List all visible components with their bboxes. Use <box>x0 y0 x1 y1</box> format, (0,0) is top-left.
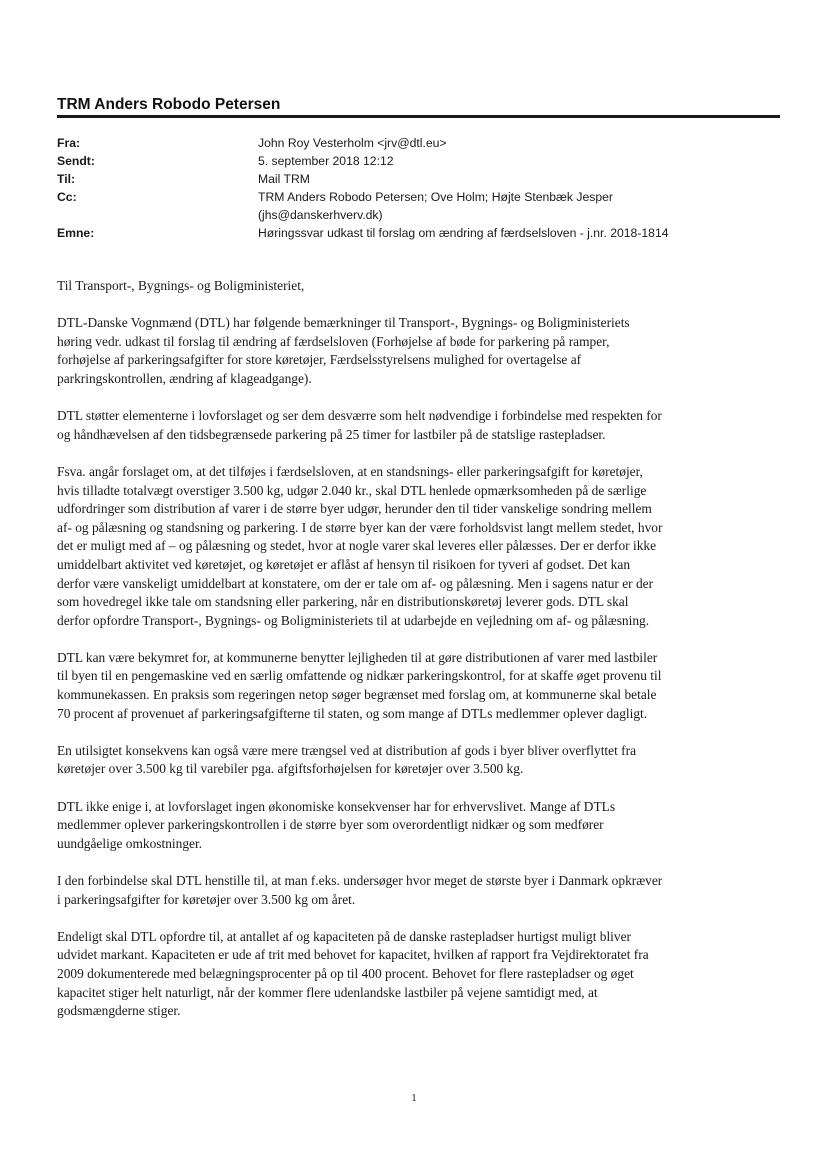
salutation: Til Transport-, Bygnings- og Boligministeriet, <box>57 278 305 293</box>
header-value: John Roy Vesterholm <jrv@dtl.eu> <box>258 136 447 150</box>
sender-name: TRM Anders Robodo Petersen <box>57 96 281 113</box>
body-paragraph: Endeligt skal DTL opfordre til, at antallet af og kapaciteten på de danske rastepladser hurtigst muligt bliver udvidet markant. Kapaciteten er ude af trit med behovet for kapacitet, hvilken af rapport fra Vejdirektoratet fra 2009 dokumenterede med belægningsprocenter på op til 400 procent. Behovet for flere rastepladser og øget kapacitet stiger helt naturligt, når der kommer flere udenlandske lastbiler på vejene samtidigt med, at godsmængderne stiger. <box>57 928 649 1019</box>
header-to <box>57 170 780 188</box>
header-sent <box>57 152 780 170</box>
page-number: 1 <box>411 1092 417 1104</box>
letter-body <box>57 277 780 1039</box>
header-cc <box>57 188 780 224</box>
email-headers <box>57 134 780 242</box>
header-value: Mail TRM <box>258 172 310 186</box>
body-paragraph: DTL støtter elementerne i lovforslaget og ser dem desværre som helt nødvendige i forbindelse med respekten for og håndhævelsen af den tidsbegrænsede parkering på 25 timer for lastbiler på de statslige rastepladser. <box>57 408 662 442</box>
body-paragraph: DTL kan være bekymret for, at kommunerne benytter lejligheden til at gøre distributionen af varer med lastbiler til byen til en pengemaskine ved en særlig omfattende og nidkær parkeringskontrol, for at skaffe øget provenu til kommunekassen. En praksis som regeringen netop søger begrænset med forslag om, at kommunerne skal betale 70 procent af provenuet af parkeringsafgifterne til staten, og som mange af DTLs medlemmer oplever dagligt. <box>57 649 662 721</box>
header-label: Emne: <box>57 226 95 240</box>
header-value: Høringssvar udkast til forslag om ændring af færdselsloven - j.nr. 2018-1814 <box>258 226 669 240</box>
header-label: Til: <box>57 172 76 186</box>
header-label: Sendt: <box>57 154 95 168</box>
header-label: Fra: <box>57 136 81 150</box>
body-paragraph: Fsva. angår forslaget om, at det tilføjes i færdselsloven, at en standsnings- eller parkeringsafgift for køretøjer, hvis tilladte totalvægt overstiger 3.500 kg, udgør 2.040 kr., skal DTL henlede opmærksomheden på de særlige udfordringer som distribution af varer i de større byer udgør, herunder den til tider vanskelige sondring mellem af- og pålæsning og standsning og parkering. I de større byer kan der være forholdsvist langt mellem stedet, hvor det er muligt med af – og pålæsning og stedet, hvor at nogle varer skal leveres eller pålæsses. Der er derfor ikke umiddelbart aktivitet ved køretøjet, og køretøjet er aflåst af hensyn til risikoen for tyveri af godset. Det kan derfor være vanskeligt umiddelbart at konstatere, om der er tale om af- og pålæsning. Men i sagens natur er der som hovedregel ikke tale om standsning eller parkering, når en distributionskøretøj leverer gods. DTL skal derfor opfordre Transport-, Bygnings- og Boligministeriets til at udarbejde en vejledning om af- og pålæsning. <box>57 463 663 628</box>
body-paragraph: DTL ikke enige i, at lovforslaget ingen økonomiske konsekvenser har for erhvervslivet. Mange af DTLs medlemmer oplever parkeringskontrollen i de større byer som overordentligt nidkær og som medfører uundgåelige omkostninger. <box>57 798 616 851</box>
header-subject <box>57 224 780 242</box>
header-value: 5. september 2018 12:12 <box>258 154 394 168</box>
header-label: Cc: <box>57 190 77 204</box>
body-paragraph: En utilsigtet konsekvens kan også være mere trængsel ved at distribution af gods i byer bliver overflyttet fra køretøjer over 3.500 kg til varebiler pga. afgiftsforhøjelsen for køretøjer over 3.500 kg. <box>57 742 637 777</box>
header-divider <box>57 115 780 118</box>
body-paragraph: DTL-Danske Vognmænd (DTL) har følgende bemærkninger til Transport-, Bygnings- og Boligministeriets høring vedr. udkast til forslag til ændring af færdselsloven (Forhøjelse af bøde for parkering på ramper, forhøjelse af parkeringsafgifter for store køretøjer, Færdselsstyrelsens mulighed for overtagelse af parkringskontrollen, ændring af klageadgange). <box>57 315 630 386</box>
header-from <box>57 134 780 152</box>
body-paragraph: I den forbindelse skal DTL henstille til, at man f.eks. undersøger hvor meget de største byer i Danmark opkræver i parkeringsafgifter for køretøjer over 3.500 kg om året. <box>57 873 663 907</box>
header-value: TRM Anders Robodo Petersen; Ove Holm; Højte Stenbæk Jesper (jhs@danskerhverv.dk) <box>258 190 613 222</box>
